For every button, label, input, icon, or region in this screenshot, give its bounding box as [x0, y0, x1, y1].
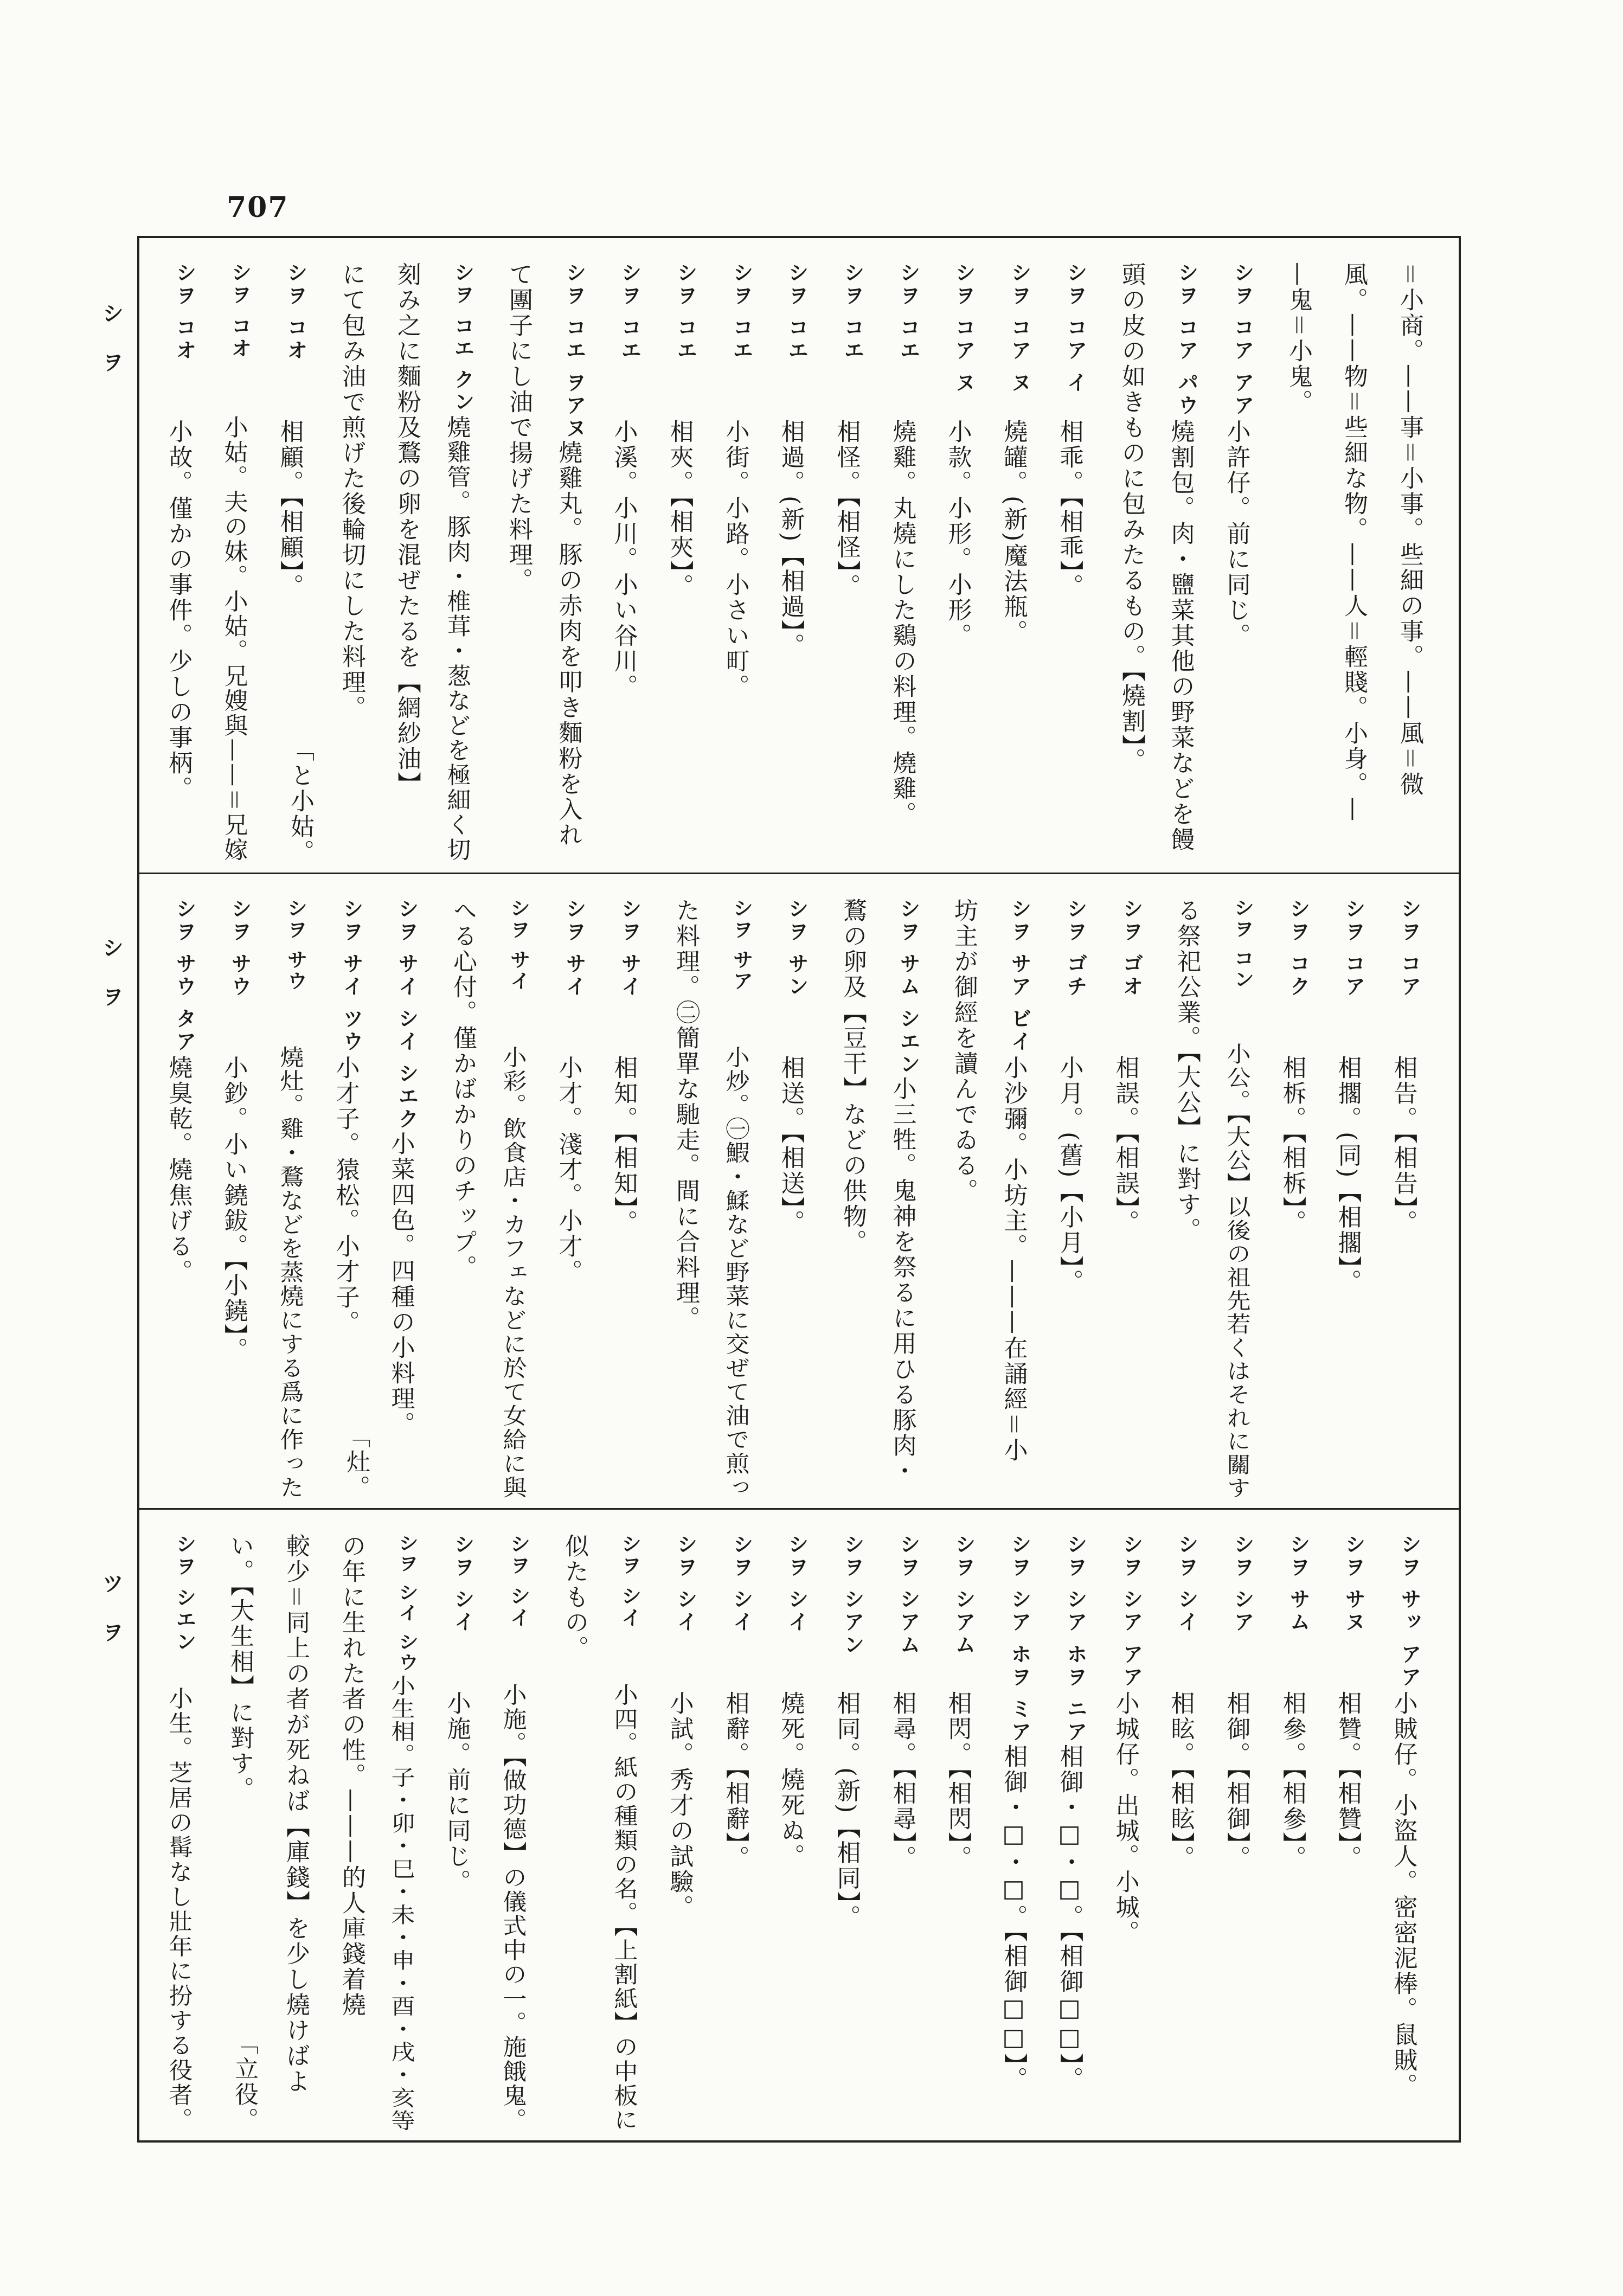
- entry-column: [160, 262, 209, 863]
- headword: シヲ サウ: [284, 898, 307, 992]
- definition-text: 小三牲。鬼神を祭るに用ひる豚肉・: [888, 1076, 916, 1484]
- entry-column: [1107, 898, 1156, 1500]
- continuation-column: [494, 262, 543, 863]
- entry-column: [995, 262, 1044, 863]
- definition-text: 相參。【相參】。: [1278, 1691, 1306, 1871]
- definition-text: 相御。【相御】。: [1222, 1691, 1250, 1871]
- entry-column: [1218, 898, 1267, 1500]
- definition-text: 風。——物＝些細な物。——人＝輕賤。小身。—: [1340, 262, 1368, 823]
- entry-column: [494, 1534, 543, 2133]
- entry-column: [772, 262, 821, 863]
- definition-text: 小城仔。出城。小城。: [1111, 1691, 1139, 1946]
- section-lower: [139, 1508, 1459, 2140]
- definition-text: 小炒。㊀鰕・鰇など野菜に交ぜて油で煎っ: [721, 1046, 749, 1500]
- definition-text: —鬼＝小鬼。: [1285, 262, 1312, 415]
- definition-text: 燒死。燒死ぬ。: [777, 1691, 805, 1869]
- headword: シヲ サム シエン: [896, 898, 920, 1076]
- headword: シヲ コク: [1286, 898, 1310, 999]
- headword: シヲ コエ: [729, 262, 753, 363]
- entry-column: [717, 262, 766, 863]
- headword: シヲ シアム: [952, 1534, 976, 1657]
- definition-text: 似たもの。: [561, 1534, 588, 1661]
- entry-column: [438, 262, 487, 863]
- headword: シヲ サイ: [506, 898, 530, 992]
- entry-column: [995, 898, 1044, 1500]
- definition-text: 相過。(新)【相過】。: [777, 419, 805, 659]
- headword: シヲ ゴチ: [1063, 898, 1087, 999]
- headword: シヲ シイ: [1175, 1534, 1198, 1634]
- headword: シヲ シイ: [729, 1534, 753, 1634]
- entry-column: [550, 898, 599, 1500]
- definition-text: 相柝。【相柝】。: [1278, 1055, 1306, 1235]
- entry-column: [995, 1534, 1044, 2132]
- continuation-column: [550, 1534, 599, 2132]
- headword: シヲ コア: [1397, 898, 1421, 999]
- continuation-text: 「と小姑。: [286, 737, 314, 865]
- definition-text: 相顧。【相顧】。: [275, 419, 304, 599]
- entry-column: [494, 898, 543, 1500]
- continuation-column: [661, 898, 710, 1500]
- headword: シヲ コア イ: [1063, 262, 1087, 395]
- headword: シヲ コエ: [785, 262, 809, 363]
- headword: シヲ コア ヌ: [1008, 262, 1031, 395]
- definition-text: の年に生れた者の性。———的人庫錢着燒: [338, 1534, 365, 2018]
- definition-text: 小試。秀才の試驗。: [665, 1691, 694, 1920]
- headword: シヲ サイ: [562, 898, 586, 999]
- definition-text: 燒雞。丸燒にした鷄の料理。燒雞。: [888, 419, 916, 827]
- definition-text: 相御・□・□。【相御□□】。: [999, 1743, 1028, 2092]
- entry-column: [884, 1534, 933, 2132]
- headword: シヲ サウ: [228, 898, 252, 999]
- definition-text: 相送。【相送】。: [777, 1055, 805, 1235]
- definition-text: 小生。芝居の髯なし壯年に扮する役者。: [164, 1686, 193, 2133]
- entry-column: [828, 1534, 877, 2132]
- entry-column: [1274, 1534, 1323, 2132]
- definition-text: へる心付。僅かばかりのチップ。: [449, 898, 477, 1280]
- headword: シヲ コエ: [896, 262, 920, 363]
- continuation-text: 「立役。: [230, 2031, 258, 2133]
- definition-text: 相擱。(同)【相擱】。: [1333, 1055, 1362, 1295]
- definition-text: 小姑。夫の妹。小姑。兄嫂與——＝兄嫁: [220, 415, 248, 863]
- definition-text: 小故。僅かの事件。少しの事柄。: [164, 419, 193, 801]
- definition-text: 相眩。【相眩】。: [1166, 1691, 1195, 1871]
- continuation-column: [1107, 262, 1156, 863]
- definition-text: 相贊。【相贊】。: [1333, 1691, 1362, 1871]
- definition-text: る祭祀公業。【大公】に對す。: [1173, 898, 1201, 1243]
- headword: シヲ サイ シイ シエク: [395, 898, 419, 1131]
- definition-text: 小款。小形。小形。: [944, 419, 972, 649]
- definition-text: 相誤。【相誤】。: [1111, 1055, 1139, 1235]
- definition-text: 相尋。【相尋】。: [888, 1691, 916, 1871]
- definition-text: 小才。淺才。小才。: [554, 1055, 582, 1285]
- definition-text: にて包み油で煎げた後輪切にした料理。: [338, 262, 365, 721]
- headword: シヲ ゴオ: [1119, 898, 1143, 999]
- headword: シヲ コオ: [172, 262, 196, 363]
- entry-column: [605, 1534, 654, 2133]
- headword: シヲ サイ ツウ: [339, 898, 363, 1054]
- continuation-column: [828, 898, 877, 1500]
- headword: シヲ サッ アア: [1397, 1534, 1421, 1689]
- headword: シヲ シイ: [618, 1534, 641, 1630]
- definition-text: 鶩の卵及【豆干】などの供物。: [839, 898, 867, 1255]
- headword: シヲ シイ: [785, 1534, 809, 1634]
- definition-text: 小許仔。前に同じ。: [1222, 419, 1250, 649]
- entry-column: [772, 898, 821, 1500]
- entry-column: [1051, 898, 1100, 1500]
- headword: シヲ サン: [785, 898, 809, 999]
- section-upper: [139, 238, 1459, 873]
- entry-column: [1218, 262, 1267, 863]
- headword: シヲ シア ホヲ ニア: [1063, 1534, 1087, 1744]
- entry-column: [1274, 898, 1323, 1500]
- entry-column: [382, 1534, 431, 2133]
- headword: シヲ サヌ: [1342, 1534, 1365, 1634]
- definition-text: 燒雞管。豚肉・椎茸・葱などを極細く切: [442, 415, 471, 863]
- definition-text: 相辭。【相辭】。: [721, 1691, 749, 1871]
- continuation-column: [939, 898, 988, 1500]
- definition-text: い。【大生相】に對す。: [226, 1534, 254, 1802]
- definition-text: た料理。㊁簡單な馳走。間に合料理。: [672, 898, 700, 1331]
- headword: シヲ シイ: [451, 1534, 474, 1634]
- headword: シヲ サア: [729, 898, 753, 992]
- definition-text: 小才子。猿松。小才子。: [331, 1055, 360, 1336]
- entry-column: [661, 262, 710, 863]
- continuation-column: [1385, 262, 1434, 863]
- headword: シヲ コア: [1342, 898, 1365, 999]
- definition-text: 相告。【相告】。: [1389, 1055, 1417, 1235]
- headword: シヲ シアム: [896, 1534, 920, 1657]
- entry-column: [1218, 1534, 1267, 2132]
- entry-column: [884, 898, 933, 1500]
- entry-column: [717, 898, 766, 1500]
- headword: シヲ コオ: [284, 262, 307, 363]
- definition-text: 小鈔。小い鐃鈸。【小鐃】。: [220, 1055, 248, 1363]
- continuation-column: [327, 1534, 376, 2132]
- definition-text: 相閃。【相閃】。: [944, 1691, 972, 1871]
- continuation-column: [1274, 262, 1323, 863]
- headword: シヲ シア アア: [1119, 1534, 1143, 1689]
- continuation-column: [382, 262, 431, 863]
- definition-text: 相夾。【相夾】。: [665, 419, 694, 599]
- headword: シヲ コエ: [618, 262, 641, 363]
- definition-text: 燒灶。雞・鶩などを蒸燒にする爲に作った: [275, 1046, 304, 1500]
- definition-text: 小彩。飲食店・カフェなどに於て女給に與: [498, 1046, 527, 1500]
- definition-text: 頭の皮の如きものに包みたるもの。【燒割】。: [1118, 262, 1145, 773]
- entry-column: [1329, 1534, 1378, 2132]
- definition-text: 小施。【做功德】の儀式中の一。施餓鬼。: [498, 1683, 527, 2133]
- entry-column: [939, 1534, 988, 2132]
- definition-text: 刻み之に麵粉及鶩の卵を混ぜたるを【網紗油】: [393, 262, 421, 797]
- headword: シヲ サア ビイ: [1008, 898, 1031, 1054]
- headword: シヲ コア ヌ: [952, 262, 976, 395]
- definition-text: 相御・□・□。【相御□□】。: [1055, 1743, 1083, 2092]
- entry-column: [271, 898, 320, 1500]
- definition-text: 小月。(舊)【小月】。: [1055, 1055, 1083, 1295]
- entry-column: [717, 1534, 766, 2132]
- definition-text: 較少＝同上の者が死ねば【庫錢】を少し燒けばよ: [282, 1534, 310, 2094]
- entry-column: [605, 262, 654, 863]
- entry-column: [215, 898, 264, 1500]
- definition-text: 燒割包。肉・鹽菜其他の野菜などを饅: [1166, 419, 1195, 852]
- entry-column: [438, 1534, 487, 2132]
- entry-column: [1162, 262, 1211, 863]
- dictionary-frame: [137, 236, 1461, 2143]
- headword: シヲ コオ: [228, 262, 252, 360]
- entry-column: [939, 262, 988, 863]
- continuation-column: [327, 262, 376, 863]
- entry-column: [382, 898, 431, 1500]
- entry-column: [1051, 262, 1100, 863]
- page-number: 707: [227, 191, 289, 224]
- entry-column: [828, 262, 877, 863]
- definition-text: 小賊仔。小盜人。密密泥棒。鼠賊。: [1389, 1691, 1417, 2099]
- entry-column: [160, 898, 209, 1500]
- definition-text: 小沙彌。小坊主。———在誦經＝小: [999, 1055, 1028, 1463]
- definition-text: て團子にし油で揚げた料理。: [505, 262, 533, 593]
- headword: シヲ コエ: [673, 262, 697, 363]
- headword: シヲ コン: [1230, 898, 1254, 991]
- definition-text: 相怪。【相怪】。: [832, 419, 861, 599]
- headword: シヲ コア パウ: [1175, 262, 1198, 418]
- definition-text: 小公。【大公】以後の祖先若くはそれに關す: [1222, 1042, 1250, 1500]
- entry-column: [327, 898, 376, 1500]
- definition-text: 小施。前に同じ。: [442, 1691, 471, 1895]
- definition-text: 相乖。【相乖】。: [1055, 419, 1083, 599]
- index-kana: シヲ: [99, 937, 124, 1034]
- headword: シヲ シア: [1230, 1534, 1254, 1634]
- definition-text: 燒罐。(新)魔法瓶。: [999, 419, 1028, 645]
- definition-text: 小溪。小川。小い谷川。: [610, 419, 638, 700]
- entry-column: [772, 1534, 821, 2132]
- entry-column: [215, 262, 264, 863]
- headword: シヲ コエ: [841, 262, 864, 363]
- entry-column: [884, 262, 933, 863]
- headword: シヲ コエ クン: [451, 262, 474, 414]
- entry-column: [1162, 1534, 1211, 2132]
- definition-text: 相知。【相知】。: [610, 1055, 638, 1235]
- headword: シヲ シエン: [172, 1534, 196, 1653]
- definition-text: 相同。(新)【相同】。: [832, 1691, 861, 1931]
- continuation-column: [1329, 262, 1378, 863]
- definition-text: 小生相。子・卯・巳・未・申・酉・戌・亥等: [387, 1675, 415, 2133]
- headword: シヲ シイ: [506, 1534, 530, 1630]
- definition-text: 小街。小路。小さい町。: [721, 419, 749, 700]
- headword: シヲ サイ: [618, 898, 641, 999]
- index-kana: ツヲ: [99, 1572, 124, 1670]
- entry-column: [605, 898, 654, 1500]
- definition-text: 坊主が御經を讀んでゐる。: [950, 898, 978, 1204]
- definition-text: 燒臭乾。燒焦げる。: [164, 1055, 193, 1285]
- entry-column: [1385, 1534, 1434, 2132]
- continuation-text: 「灶。: [342, 1424, 370, 1500]
- continuation-column: [1162, 898, 1211, 1500]
- entry-column: [661, 1534, 710, 2132]
- entry-column: [1107, 1534, 1156, 2132]
- index-kana: シヲ: [99, 302, 124, 400]
- headword: シヲ サウ タア: [172, 898, 196, 1054]
- entry-column: [160, 1534, 209, 2133]
- headword: シヲ シイ: [673, 1534, 697, 1634]
- entry-column: [550, 262, 599, 863]
- headword: シヲ サム: [1286, 1534, 1310, 1634]
- definition-text: 小四。紙の種類の名。【上割紙】の中板に: [610, 1683, 638, 2133]
- section-middle: [139, 873, 1459, 1508]
- headword: シヲ シアン: [841, 1534, 864, 1657]
- definition-text: 小菜四色。四種の小料理。: [387, 1131, 415, 1437]
- continuation-column: [271, 1534, 320, 2132]
- headword: シヲ コア アア: [1230, 262, 1254, 418]
- entry-column: [1051, 1534, 1100, 2132]
- definition-text: 燒雞丸。豚の赤肉を叩き麵粉を入れ: [554, 440, 582, 848]
- entry-column: [1385, 898, 1434, 1500]
- entry-column: [1329, 898, 1378, 1500]
- definition-text: ＝小商。——事＝小事。些細の事。——風＝微: [1396, 262, 1423, 797]
- headword: シヲ シア ホヲ ミア: [1008, 1534, 1031, 1744]
- continuation-column: [438, 898, 487, 1500]
- headword: シヲ シイ シウ: [395, 1534, 419, 1673]
- headword: シヲ コエ ヲアヌ: [562, 262, 586, 440]
